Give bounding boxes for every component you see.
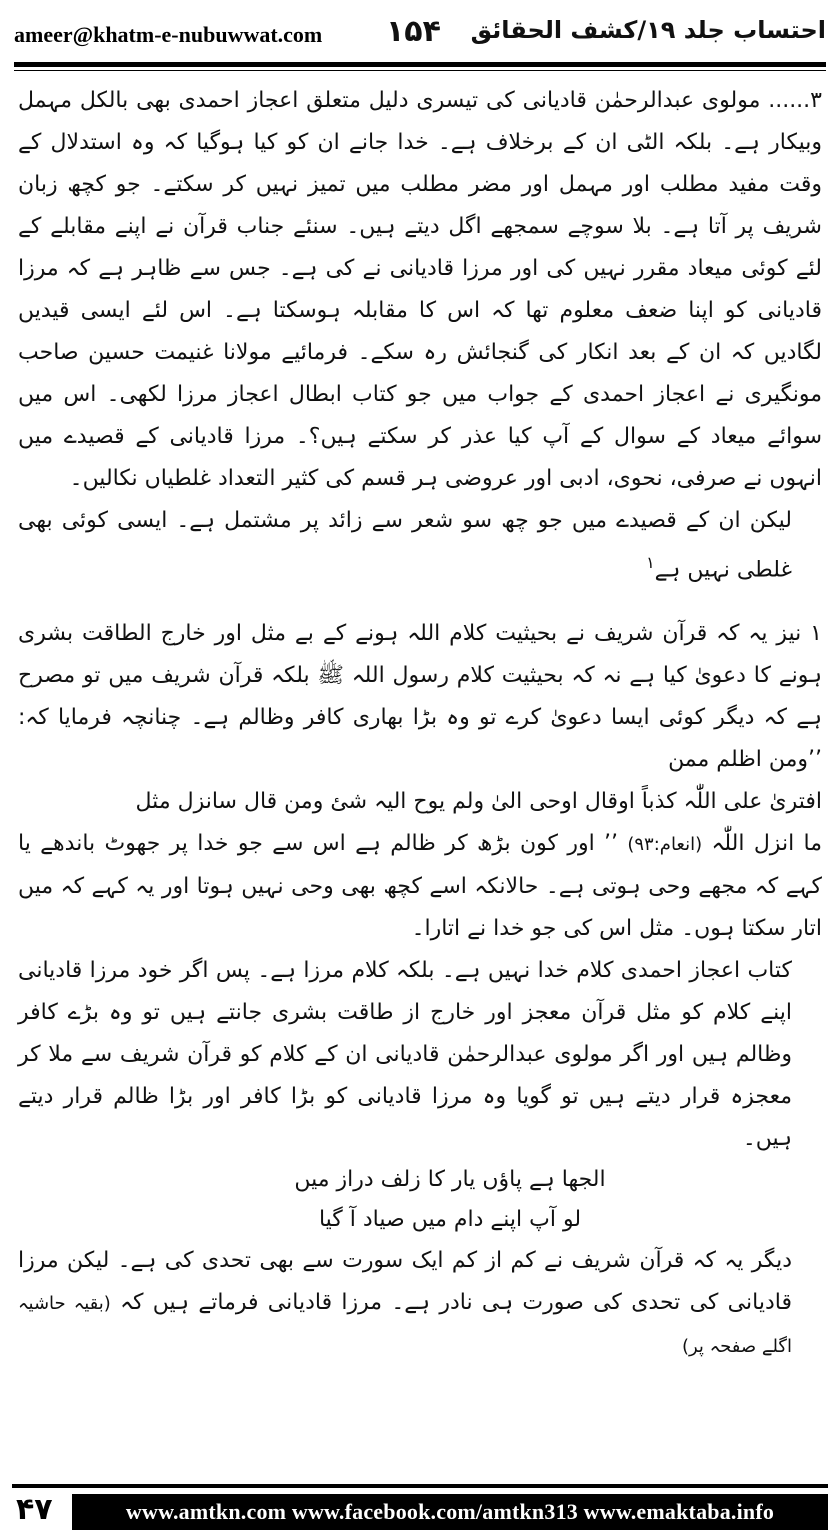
- page-footer: [0, 1480, 840, 1540]
- continuation-note: (بقیہ حاشیہ اگلے صفحہ پر): [18, 1293, 792, 1358]
- header-page-number: ۱۵۴: [386, 14, 441, 49]
- poem-couplet: [18, 1160, 822, 1240]
- paragraph-2: [18, 500, 822, 591]
- footer-urls[interactable]: www.amtkn.com www.facebook.com/amtkn313 www.emaktaba.info: [72, 1494, 828, 1530]
- footnote-1-arabic-end: ما انزل اللّٰہ: [711, 831, 823, 857]
- poem-line-1: الجھا ہے پاؤں یار کا زلف دراز میں: [294, 1167, 606, 1193]
- footnote-marker: ۱: [646, 553, 655, 572]
- page-content: [18, 80, 822, 1368]
- footer-rule: [12, 1484, 828, 1488]
- footnote-1-text: ۱ نیز یہ کہ قرآن شریف نے بحیثیت کلام اللہ ہونے کے بے مثل اور خارج الطاقت بشری ہونے کا دعویٰ کیا ہے نہ کہ بحیثیت کلام رسول اللہ ﷺ بلکہ قرآن شریف میں تو مصرح ہے کہ دیگر کوئی ایسا دعویٰ کرے تو وہ بڑا بھاری کافر وظالم ہے۔ چنانچہ فرمایا کہ: ’’ومن اظلم ممن: [18, 621, 822, 773]
- header-book-title: احتساب جلد ۱۹/کشف الحقائق: [470, 16, 826, 44]
- paragraph-4-text: دیگر یہ کہ قرآن شریف نے کم از کم ایک سورت سے بھی تحدی کی ہے۔ لیکن مرزا قادیانی کی تحدی کی صورت ہی نادر ہے۔ مرزا قادیانی فرماتے ہیں کہ: [18, 1248, 792, 1316]
- poem-line-2: لو آپ اپنے دام میں صیاد آ گیا: [318, 1207, 582, 1233]
- header-rule-thick: [14, 62, 826, 67]
- footnote-1-continued: [18, 823, 822, 950]
- footnote-1-translation: ’’ اور کون بڑھ کر ظالم ہے اس سے جو خدا پر جھوٹ باندھے یا کہے کہ مجھے وحی ہوتی ہے۔ حالانکہ اسے کچھ بھی وحی نہیں ہوتا اور یہ کہے کہ میں اتار سکتا ہوں۔ مثل اس کی جو خدا نے اتارا۔: [18, 831, 822, 942]
- header-rule-thin: [14, 70, 826, 71]
- header-email[interactable]: ameer@khatm-e-nubuwwat.com: [14, 22, 323, 47]
- paragraph-1: ۳...... مولوی عبدالرحمٰن قادیانی کی تیسری دلیل متعلق اعجاز احمدی بھی بالکل مہمل وبیکار ہے۔ بلکہ الٹی ان کے برخلاف ہے۔ خدا جانے ان کو کیا ہوگیا کہ وہ استدلال کے وقت مفید مطلب اور مہمل اور مضر مطلب میں تمیز نہیں کر سکتے۔ جو کچھ زبان شریف پر آتا ہے۔ بلا سوچے سمجھے اگل دیتے ہیں۔ سنئے جناب قرآن نے اپنے مقابلے کے لئے کوئی میعاد مقرر نہیں کی اور مرزا قادیانی نے کی ہے۔ جس سے ظاہر ہے کہ مرزا قادیانی کو اپنا ضعف معلوم تھا کہ اس کا مقابلہ ہوسکتا ہے۔ اس لئے ایسی قیدیں لگادیں کہ ان کے بعد انکار کی گنجائش رہ سکے۔ فرمائیے مولانا غنیمت حسین صاحب مونگیری نے اعجاز احمدی کے جواب میں جو کتاب ابطال اعجاز مرزا لکھی۔ اس میں سوائے میعاد کے سوال کے آپ کیا عذر کر سکتے ہیں؟۔ مرزا قادیانی کے قصیدے میں انہوں نے صرفی، نحوی، ادبی اور عروضی ہر قسم کی کثیر التعداد غلطیاں نکالیں۔: [18, 88, 822, 491]
- footer-page-number: ۴۷: [16, 1492, 53, 1527]
- paragraph-4: [18, 1240, 822, 1368]
- paragraph-2-text: لیکن ان کے قصیدے میں جو چھ سو شعر سے زائد پر مشتمل ہے۔ ایسی کوئی بھی غلطی نہیں ہے: [18, 508, 792, 583]
- footnote-1-arabic: افتریٰ علی اللّٰہ کذباً اوقال اوحی الیٰ ولم یوح الیہ شئ ومن قال سانزل مثل: [135, 789, 822, 815]
- footnote-1-reference: (انعام:۹۳): [627, 834, 703, 856]
- spacer: [18, 591, 822, 613]
- page-header: [0, 0, 840, 66]
- paragraph-3: کتاب اعجاز احمدی کلام خدا نہیں ہے۔ بلکہ کلام مرزا ہے۔ پس اگر خود مرزا قادیانی اپنے کلام کو مثل قرآن معجز اور خارج از طاقت بشری جانتے ہیں تو وہ بڑے کافر وظالم ہیں اور اگر مولوی عبدالرحمٰن قادیانی ان کے کلام کو قرآن شریف سے ملا کر معجزہ قرار دیتے ہیں تو گویا وہ مرزا قادیانی کو بڑا کافر اور بڑا ظالم قرار دیتے ہیں۔: [18, 958, 792, 1152]
